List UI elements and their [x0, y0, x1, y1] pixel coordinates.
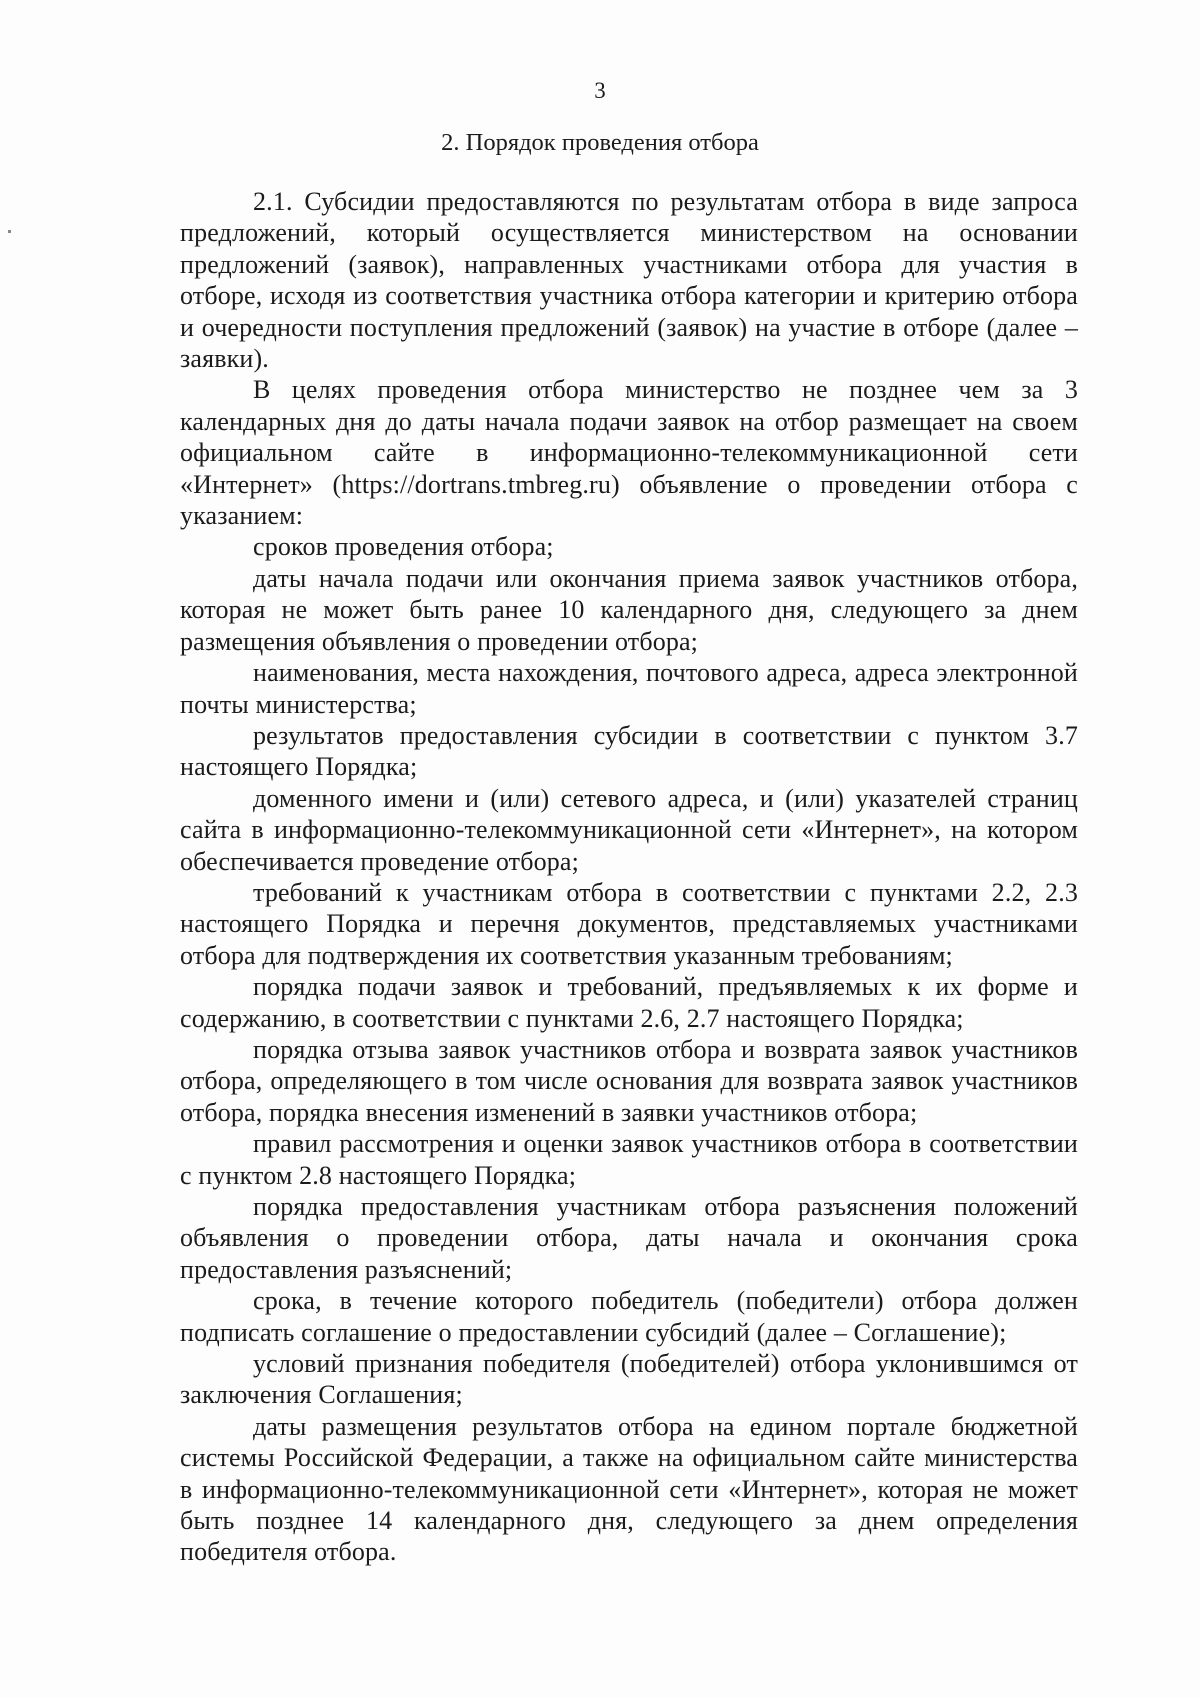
list-item: сроков проведения отбора; — [253, 532, 554, 562]
list-item: правил рассмотрения и оценки заявок участников отбора в соответствии с пунктом 2.8 настоящего Порядка; — [180, 1129, 1078, 1190]
list-item: срока, в течение которого победитель (победители) отбора должен подписать соглашение о предоставлении субсидий (далее – Соглашение); — [180, 1286, 1078, 1347]
list-item: условий признания победителя (победителей) отбора уклонившимся от заключения Соглашения; — [180, 1349, 1078, 1410]
list-item: даты начала подачи или окончания приема заявок участников отбора, которая не может быть ранее 10 календарного дня, следующего за днем размещения объявления о проведении отбора; — [180, 563, 1078, 656]
section-title: 2. Порядок проведения отбора — [441, 129, 759, 156]
body-text — [180, 186, 1078, 1568]
paragraph: 2.1. Субсидии предоставляются по результатам отбора в виде запроса предложений, который осуществляется министерством на основании предложений (заявок), направленных участниками отбора для участия в отборе, исходя из соответствия участника отбора категории и критерию отбора и очередности поступления предложений (заявок) на участие в отборе (далее – заявки). — [180, 187, 1078, 374]
paragraph: В целях проведения отбора министерство не позднее чем за 3 календарных дня до даты начала подачи заявок на отбор размещает на своем официальном сайте в информационно-телекоммуникационной сети «Интернет» (https://dortrans.tmbreg.ru) объявление о проведении отбора с указанием: — [180, 375, 1078, 531]
scan-speck — [8, 230, 11, 233]
list-item: результатов предоставления субсидии в соответствии с пунктом 3.7 настоящего Порядка; — [180, 720, 1078, 782]
list-item: даты размещения результатов отбора на едином портале бюджетной системы Российской Федерации, а также на официальном сайте министерства в информационно-телекоммуникационной сети «Интернет», которая не может быть позднее 14 календарного дня, следующего за днем определения победителя отбора. — [180, 1411, 1078, 1567]
list-item: порядка отзыва заявок участников отбора и возврата заявок участников отбора, определяющего в том числе основания для возврата заявок участников отбора, порядка внесения изменений в заявки участников отбора; — [180, 1034, 1078, 1127]
list-item: порядка предоставления участникам отбора разъяснения положений объявления о проведении отбора, даты начала и окончания срока предоставления разъяснений; — [180, 1192, 1078, 1284]
list-item: наименования, места нахождения, почтового адреса, адреса электронной почты министерства; — [180, 658, 1078, 719]
list-item: порядка подачи заявок и требований, предъявляемых к их форме и содержанию, в соответствии с пунктами 2.6, 2.7 настоящего Порядка; — [180, 972, 1078, 1033]
page-number: 3 — [594, 78, 606, 103]
list-item: требований к участникам отбора в соответствии с пунктами 2.2, 2.3 настоящего Порядка и перечня документов, представляемых участниками отбора для подтверждения их соответствия указанным требованиям; — [180, 877, 1078, 970]
list-item: доменного имени и (или) сетевого адреса, и (или) указателей страниц сайта в информационно-телекоммуникационной сети «Интернет», на котором обеспечивается проведение отбора; — [180, 783, 1078, 876]
